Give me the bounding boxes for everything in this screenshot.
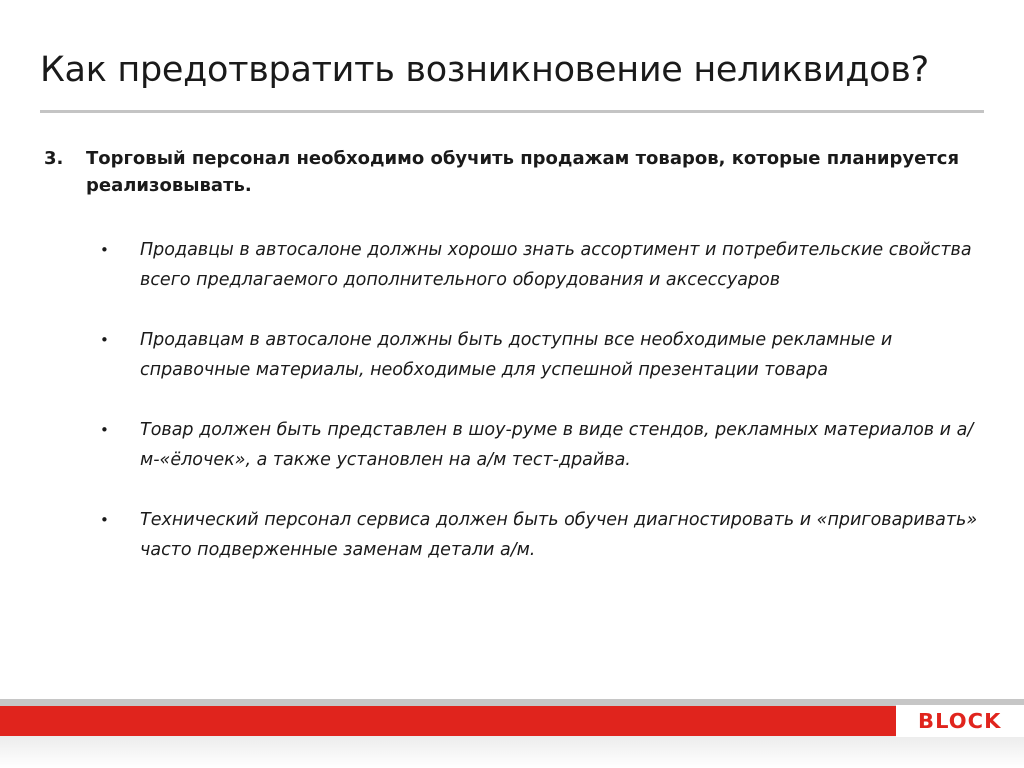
footer-red-band — [0, 706, 1024, 736]
bullet-text: Продавцы в автосалоне должны хорошо знать ассортимент и потребительские свойства всего предлагаемого дополнительного оборудования и аксессуаров — [140, 240, 972, 290]
footer-gray-band — [0, 699, 1024, 706]
bullet-item — [100, 235, 980, 295]
bullet-icon: • — [100, 241, 109, 259]
bullet-item — [100, 505, 980, 565]
bullet-icon: • — [100, 421, 109, 439]
bullet-text: Технический персонал сервиса должен быть обучен диагностировать и «приговаривать» часто подверженные заменам детали а/м. — [140, 510, 978, 560]
bullet-item — [100, 415, 980, 475]
point-text: Торговый персонал необходимо обучить продажам товаров, которые планируется реализовывать. — [86, 148, 960, 196]
brand-logo-text: BLOCK — [918, 709, 1002, 733]
bullet-icon: • — [100, 331, 109, 349]
slide-title: Как предотвратить возникновение неликвидов? — [40, 50, 929, 90]
numbered-point — [44, 145, 964, 199]
bullet-text: Продавцам в автосалоне должны быть доступны все необходимые рекламные и справочные материалы, необходимые для успешной презентации товара — [140, 330, 893, 380]
bullet-icon: • — [100, 511, 109, 529]
footer-fade — [0, 736, 1024, 768]
title-divider — [40, 110, 984, 113]
point-number: 3. — [44, 148, 64, 169]
brand-logo — [896, 705, 1024, 737]
bullet-item — [100, 325, 980, 385]
bullet-list — [100, 235, 980, 565]
bullet-text: Товар должен быть представлен в шоу-руме в виде стендов, рекламных материалов и а/м-«ёлочек», а также установлен на а/м тест-драйва. — [140, 420, 974, 470]
